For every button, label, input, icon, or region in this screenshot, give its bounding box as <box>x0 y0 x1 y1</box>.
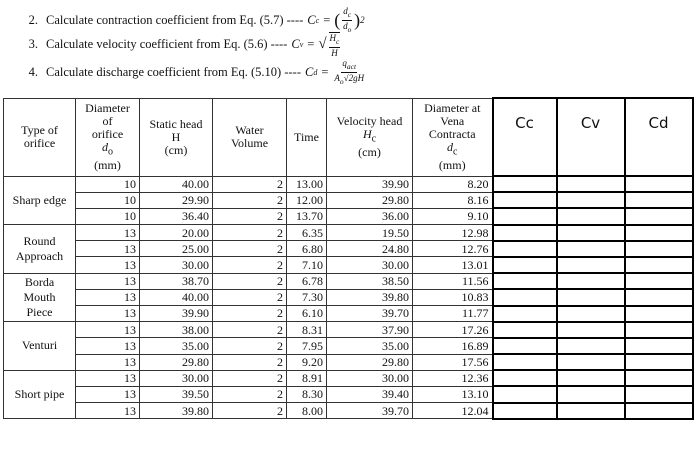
cell-d: 13 <box>76 403 140 419</box>
cell-d: 13 <box>76 322 140 338</box>
blank-cell-cd[interactable] <box>625 208 693 224</box>
cell-t: 9.20 <box>287 354 327 370</box>
cell-dc: 11.77 <box>413 306 493 322</box>
cell-d: 13 <box>76 386 140 402</box>
blank-cell-cc[interactable] <box>493 306 557 322</box>
blank-cell-cd[interactable] <box>625 241 693 257</box>
cell-d: 13 <box>76 289 140 305</box>
cell-dc: 12.76 <box>413 241 493 257</box>
cell-hc: 39.70 <box>327 306 413 322</box>
header-vena-contracta: Diameter at Vena Contracta $d_c$ (mm) <box>413 98 493 176</box>
cell-t: 8.91 <box>287 370 327 386</box>
cell-dc: 13.01 <box>413 257 493 273</box>
table-row <box>4 306 693 322</box>
cell-dc: 10.83 <box>413 289 493 305</box>
formula-cv: C v = √ $\frac{H_c}{H}$ <box>291 33 340 58</box>
cell-hc: 19.50 <box>327 225 413 241</box>
cell-w: 2 <box>213 403 287 419</box>
blank-cell-cd[interactable] <box>625 176 693 192</box>
cell-dc: 11.56 <box>413 273 493 289</box>
cell-w: 2 <box>213 208 287 224</box>
blank-cell-cv[interactable] <box>557 225 625 241</box>
cell-dc: 13.10 <box>413 386 493 402</box>
blank-cell-cc[interactable] <box>493 338 557 354</box>
cell-d: 13 <box>76 306 140 322</box>
cell-hc: 29.80 <box>327 354 413 370</box>
header-row <box>4 98 693 176</box>
cell-w: 2 <box>213 386 287 402</box>
formula-cd: C d = $\frac{q_{act}}{A_o√2gH}$ <box>305 58 365 86</box>
blank-cell-cv[interactable] <box>557 192 625 208</box>
blank-cell-cc[interactable] <box>493 322 557 338</box>
table-row <box>4 289 693 305</box>
blank-cell-cd[interactable] <box>625 192 693 208</box>
header-cc: Cc <box>493 98 557 176</box>
table-row <box>4 225 693 241</box>
blank-cell-cc[interactable] <box>493 370 557 386</box>
cell-hc: 36.00 <box>327 208 413 224</box>
cell-dc: 17.56 <box>413 354 493 370</box>
blank-cell-cc[interactable] <box>493 386 557 402</box>
cell-dc: 16.89 <box>413 338 493 354</box>
table-row <box>4 322 693 338</box>
step-2-text: Calculate contraction coefficient from Eq. (5.7) ---- <box>46 12 304 27</box>
cell-d: 10 <box>76 208 140 224</box>
cell-dc: 12.98 <box>413 225 493 241</box>
cell-h: 25.00 <box>140 241 213 257</box>
blank-cell-cv[interactable] <box>557 289 625 305</box>
cell-dc: 8.20 <box>413 176 493 192</box>
blank-cell-cc[interactable] <box>493 225 557 241</box>
cell-h: 29.80 <box>140 354 213 370</box>
header-cv: Cv <box>557 98 625 176</box>
cell-dc: 12.36 <box>413 370 493 386</box>
cell-w: 2 <box>213 241 287 257</box>
blank-cell-cd[interactable] <box>625 273 693 289</box>
cell-t: 7.95 <box>287 338 327 354</box>
cell-w: 2 <box>213 176 287 192</box>
cell-w: 2 <box>213 338 287 354</box>
instruction-steps <box>0 0 700 92</box>
header-type: Type of orifice <box>4 98 76 176</box>
blank-cell-cc[interactable] <box>493 273 557 289</box>
step-3: 3. Calculate velocity coefficient from Eq. (5.6) ---- C v = √ $\frac{H_c}{H}$ <box>20 32 342 58</box>
cell-hc: 39.70 <box>327 403 413 419</box>
cell-t: 8.00 <box>287 403 327 419</box>
orifice-type-cell: Round Approach <box>4 225 76 274</box>
table-row <box>4 257 693 273</box>
cell-t: 6.78 <box>287 273 327 289</box>
orifice-data-table <box>3 97 694 420</box>
table-row <box>4 354 693 370</box>
table-row <box>4 176 693 192</box>
cell-t: 6.80 <box>287 241 327 257</box>
cell-t: 8.31 <box>287 322 327 338</box>
cell-d: 10 <box>76 192 140 208</box>
cell-w: 2 <box>213 192 287 208</box>
cell-h: 38.70 <box>140 273 213 289</box>
cell-hc: 39.40 <box>327 386 413 402</box>
cell-h: 39.90 <box>140 306 213 322</box>
step-4: 4. Calculate discharge coefficient from Eq. (5.10) ---- C d = $\frac{q_{act}}{A_o√2gH}$ <box>28 58 365 86</box>
cell-d: 13 <box>76 241 140 257</box>
cell-hc: 37.90 <box>327 322 413 338</box>
header-cd: Cd <box>625 98 693 176</box>
cell-t: 6.35 <box>287 225 327 241</box>
blank-cell-cc[interactable] <box>493 208 557 224</box>
blank-cell-cv[interactable] <box>557 403 625 419</box>
table-row <box>4 192 693 208</box>
blank-cell-cc[interactable] <box>493 403 557 419</box>
cell-dc: 12.04 <box>413 403 493 419</box>
cell-h: 40.00 <box>140 176 213 192</box>
cell-h: 36.40 <box>140 208 213 224</box>
blank-cell-cv[interactable] <box>557 338 625 354</box>
cell-dc: 8.16 <box>413 192 493 208</box>
cell-w: 2 <box>213 322 287 338</box>
cell-t: 7.10 <box>287 257 327 273</box>
header-static-head: Static head H (cm) <box>140 98 213 176</box>
blank-cell-cv[interactable] <box>557 176 625 192</box>
blank-cell-cd[interactable] <box>625 289 693 305</box>
cell-t: 6.10 <box>287 306 327 322</box>
orifice-type-cell: Sharp edge <box>4 176 76 225</box>
orifice-type-cell: Borda Mouth Piece <box>4 273 76 322</box>
blank-cell-cv[interactable] <box>557 370 625 386</box>
blank-cell-cd[interactable] <box>625 225 693 241</box>
blank-cell-cc[interactable] <box>493 289 557 305</box>
blank-cell-cv[interactable] <box>557 354 625 370</box>
cell-hc: 39.90 <box>327 176 413 192</box>
table-row <box>4 403 693 419</box>
cell-d: 13 <box>76 370 140 386</box>
table-row <box>4 273 693 289</box>
cell-w: 2 <box>213 354 287 370</box>
blank-cell-cv[interactable] <box>557 386 625 402</box>
blank-cell-cv[interactable] <box>557 322 625 338</box>
cell-hc: 29.80 <box>327 192 413 208</box>
blank-cell-cv[interactable] <box>557 306 625 322</box>
cell-dc: 9.10 <box>413 208 493 224</box>
cell-t: 8.30 <box>287 386 327 402</box>
blank-cell-cd[interactable] <box>625 386 693 402</box>
header-diameter: Diameter of orifice $d_o$ (mm) <box>76 98 140 176</box>
cell-h: 35.00 <box>140 338 213 354</box>
cell-h: 39.80 <box>140 403 213 419</box>
cell-h: 30.00 <box>140 257 213 273</box>
header-time: Time <box>287 98 327 176</box>
blank-cell-cd[interactable] <box>625 257 693 273</box>
table-row <box>4 386 693 402</box>
blank-cell-cc[interactable] <box>493 176 557 192</box>
table-row <box>4 208 693 224</box>
blank-cell-cc[interactable] <box>493 192 557 208</box>
orifice-type-cell: Short pipe <box>4 370 76 419</box>
cell-d: 13 <box>76 257 140 273</box>
cell-w: 2 <box>213 273 287 289</box>
cell-t: 7.30 <box>287 289 327 305</box>
formula-cc: C c = ( $\frac{d_c}{d_o}$ ) 2 <box>307 6 365 34</box>
table-row <box>4 241 693 257</box>
orifice-type-cell: Venturi <box>4 322 76 371</box>
step-4-text: Calculate discharge coefficient from Eq. (5.10) ---- <box>46 64 301 79</box>
cell-t: 13.00 <box>287 176 327 192</box>
cell-hc: 39.80 <box>327 289 413 305</box>
blank-cell-cv[interactable] <box>557 273 625 289</box>
cell-h: 29.90 <box>140 192 213 208</box>
cell-h: 30.00 <box>140 370 213 386</box>
blank-cell-cv[interactable] <box>557 257 625 273</box>
blank-cell-cd[interactable] <box>625 403 693 419</box>
header-velocity-head: Velocity head $H_c$ (cm) <box>327 98 413 176</box>
cell-h: 39.50 <box>140 386 213 402</box>
cell-w: 2 <box>213 257 287 273</box>
cell-t: 12.00 <box>287 192 327 208</box>
cell-hc: 30.00 <box>327 257 413 273</box>
blank-cell-cc[interactable] <box>493 241 557 257</box>
cell-hc: 30.00 <box>327 370 413 386</box>
cell-d: 13 <box>76 273 140 289</box>
cell-hc: 35.00 <box>327 338 413 354</box>
cell-w: 2 <box>213 289 287 305</box>
step-2: 2. Calculate contraction coefficient from Eq. (5.7) ---- C c = ( $\frac{d_c}{d_o}$ ) 2 <box>28 6 365 34</box>
table-row <box>4 370 693 386</box>
cell-dc: 17.26 <box>413 322 493 338</box>
cell-h: 20.00 <box>140 225 213 241</box>
blank-cell-cd[interactable] <box>625 322 693 338</box>
blank-cell-cc[interactable] <box>493 257 557 273</box>
blank-cell-cc[interactable] <box>493 354 557 370</box>
table-row <box>4 338 693 354</box>
cell-d: 10 <box>76 176 140 192</box>
cell-t: 13.70 <box>287 208 327 224</box>
cell-hc: 24.80 <box>327 241 413 257</box>
blank-cell-cd[interactable] <box>625 370 693 386</box>
cell-h: 38.00 <box>140 322 213 338</box>
cell-d: 13 <box>76 354 140 370</box>
cell-w: 2 <box>213 370 287 386</box>
step-3-text: Calculate velocity coefficient from Eq. (5.6) ---- <box>46 37 288 52</box>
cell-d: 13 <box>76 225 140 241</box>
blank-cell-cd[interactable] <box>625 338 693 354</box>
blank-cell-cv[interactable] <box>557 208 625 224</box>
cell-d: 13 <box>76 338 140 354</box>
cell-hc: 38.50 <box>327 273 413 289</box>
cell-w: 2 <box>213 225 287 241</box>
cell-h: 40.00 <box>140 289 213 305</box>
blank-cell-cd[interactable] <box>625 354 693 370</box>
blank-cell-cd[interactable] <box>625 306 693 322</box>
cell-w: 2 <box>213 306 287 322</box>
blank-cell-cv[interactable] <box>557 241 625 257</box>
header-water-volume: Water Volume <box>213 98 287 176</box>
